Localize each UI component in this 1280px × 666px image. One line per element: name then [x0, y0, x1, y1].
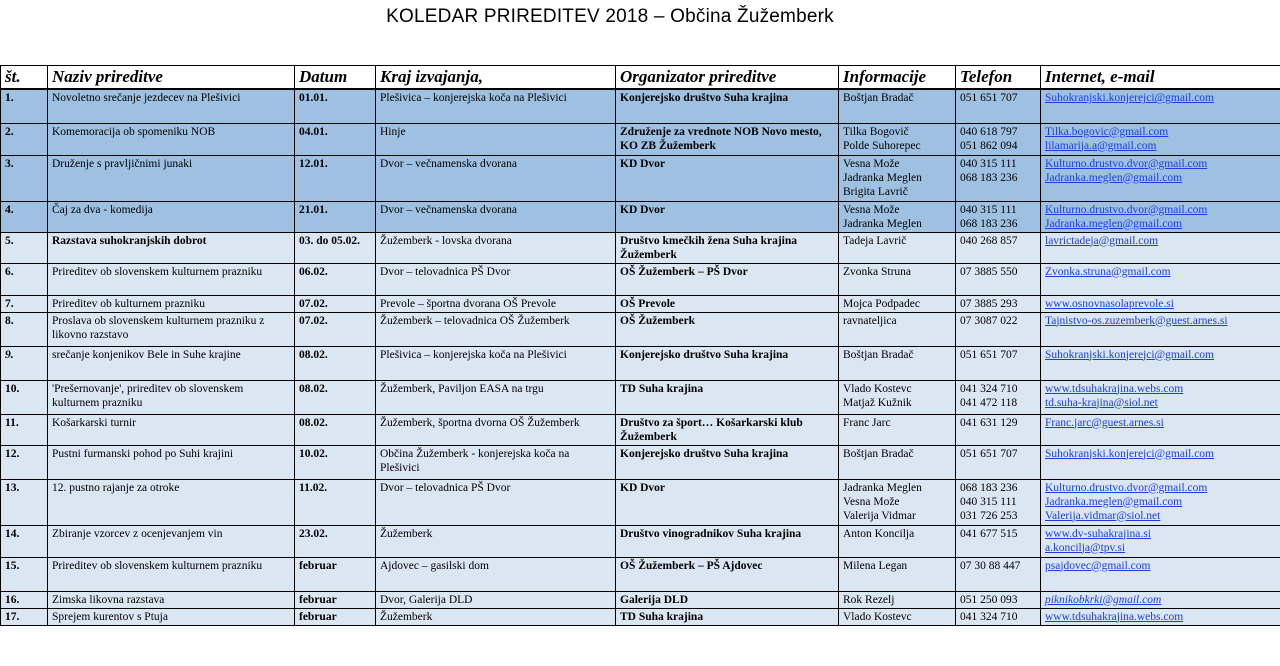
web-email-links — [1041, 479, 1280, 525]
phone-number: 041 324 710 — [960, 610, 1018, 623]
row-number: 13. — [1, 479, 48, 525]
phone-number: 051 862 094 — [960, 139, 1018, 152]
contact-person: Tadeja Lavrič — [843, 234, 907, 247]
contact-person: Valerija Vidmar — [843, 509, 916, 522]
email-link[interactable]: www.dv-suhakrajina.si — [1045, 527, 1151, 540]
contact-person: Vlado Kostevc — [843, 610, 912, 623]
contact-person: Vesna Može — [843, 495, 900, 508]
phone-number: 07 30 88 447 — [960, 559, 1021, 572]
web-email-links — [1041, 263, 1280, 295]
email-link[interactable]: Tilka.bogovic@gmail.com — [1045, 125, 1169, 138]
event-organizer: TD Suha krajina — [616, 608, 839, 625]
phone-number: 051 651 707 — [960, 447, 1018, 460]
event-name: Pustni furmanski pohod po Suhi krajini — [48, 445, 295, 479]
row-number: 7. — [1, 295, 48, 312]
event-organizer: KD Dvor — [616, 155, 839, 201]
row-number: 5. — [1, 232, 48, 263]
phone-numbers — [956, 557, 1041, 591]
email-link[interactable]: Jadranka.meglen@gmail.com — [1045, 217, 1183, 230]
web-email-links — [1041, 201, 1280, 232]
email-link[interactable]: Zvonka.struna@gmail.com — [1045, 265, 1171, 278]
web-email-links — [1041, 525, 1280, 557]
event-organizer: Konjerejsko društvo Suha krajina — [616, 89, 839, 123]
web-email-links — [1041, 232, 1280, 263]
event-name: Razstava suhokranjskih dobrot — [48, 232, 295, 263]
event-organizer: OŠ Žužemberk – PŠ Dvor — [616, 263, 839, 295]
header-information: Informacije — [839, 66, 956, 90]
row-number: 10. — [1, 380, 48, 414]
contact-persons — [839, 232, 956, 263]
contact-persons — [839, 201, 956, 232]
web-email-links — [1041, 608, 1280, 625]
event-location: Hinje — [376, 123, 616, 155]
header-phone: Telefon — [956, 66, 1041, 90]
table-row — [1, 380, 1280, 414]
table-row — [1, 201, 1280, 232]
event-date: 10.02. — [295, 445, 376, 479]
contact-person: Tilka Bogovič — [843, 125, 909, 138]
email-link[interactable]: Jadranka.meglen@gmail.com — [1045, 495, 1183, 508]
contact-persons — [839, 557, 956, 591]
contact-persons — [839, 380, 956, 414]
web-email-links — [1041, 557, 1280, 591]
phone-numbers — [956, 312, 1041, 346]
event-location: Prevole – športna dvorana OŠ Prevole — [376, 295, 616, 312]
web-email-links — [1041, 123, 1280, 155]
events-table — [0, 65, 1280, 626]
table-row — [1, 525, 1280, 557]
contact-person: Polde Suhorepec — [843, 139, 921, 152]
contact-person: Brigita Lavrič — [843, 185, 908, 198]
table-row — [1, 346, 1280, 380]
table-row — [1, 445, 1280, 479]
email-link[interactable]: www.tdsuhakrajina.webs.com — [1045, 382, 1184, 395]
email-link[interactable]: Suhokranjski.konjerejci@gmail.com — [1045, 447, 1215, 460]
table-row — [1, 123, 1280, 155]
event-date: 07.02. — [295, 312, 376, 346]
email-link[interactable]: lilamarija.a@gmail.com — [1045, 139, 1157, 152]
event-location: Občina Žužemberk - konjerejska koča na Plešivici — [376, 445, 616, 479]
web-email-links — [1041, 155, 1280, 201]
document-title: KOLEDAR PRIREDITEV 2018 – Občina Žužemberk — [386, 6, 834, 27]
web-email-links — [1041, 346, 1280, 380]
row-number: 15. — [1, 557, 48, 591]
contact-person: Franc Jarc — [843, 416, 891, 429]
event-location: Plešivica – konjerejska koča na Plešivici — [376, 89, 616, 123]
event-organizer: Društvo vinogradnikov Suha krajina — [616, 525, 839, 557]
event-organizer: KD Dvor — [616, 479, 839, 525]
contact-persons — [839, 89, 956, 123]
table-header-row — [1, 66, 1280, 90]
contact-person: Jadranka Meglen — [843, 217, 922, 230]
contact-person: Boštjan Bradač — [843, 447, 914, 460]
event-organizer: Društvo za šport… Košarkarski klub Žužemberk — [616, 414, 839, 445]
row-number: 3. — [1, 155, 48, 201]
phone-numbers — [956, 201, 1041, 232]
email-link[interactable]: www.tdsuhakrajina.webs.com — [1045, 610, 1184, 623]
phone-numbers — [956, 414, 1041, 445]
row-number: 1. — [1, 89, 48, 123]
email-link[interactable]: www.osnovnasolaprevole.si — [1045, 297, 1174, 310]
event-date: 04.01. — [295, 123, 376, 155]
header-date: Datum — [295, 66, 376, 90]
phone-number: 051 250 093 — [960, 593, 1018, 606]
event-name: srečanje konjenikov Bele in Suhe krajine — [48, 346, 295, 380]
event-date: 08.02. — [295, 380, 376, 414]
row-number: 2. — [1, 123, 48, 155]
event-date: 03. do 05.02. — [295, 232, 376, 263]
event-name: Zimska likovna razstava — [48, 591, 295, 608]
event-date: februar — [295, 591, 376, 608]
contact-person: Rok Rezelj — [843, 593, 895, 606]
event-date: 08.02. — [295, 346, 376, 380]
table-row — [1, 263, 1280, 295]
contact-persons — [839, 525, 956, 557]
event-name: Prireditev ob slovenskem kulturnem prazniku — [48, 557, 295, 591]
event-date: 12.01. — [295, 155, 376, 201]
table-row — [1, 232, 1280, 263]
contact-persons — [839, 295, 956, 312]
web-email-links — [1041, 89, 1280, 123]
table-row — [1, 155, 1280, 201]
contact-person: Milena Legan — [843, 559, 908, 572]
event-date: 08.02. — [295, 414, 376, 445]
phone-numbers — [956, 591, 1041, 608]
event-location: Dvor – večnamenska dvorana — [376, 155, 616, 201]
event-name: Prireditev ob kulturnem prazniku — [48, 295, 295, 312]
phone-numbers — [956, 155, 1041, 201]
contact-person: Vlado Kostevc — [843, 382, 912, 395]
contact-person: Jadranka Meglen — [843, 481, 922, 494]
phone-number: 040 268 857 — [960, 234, 1018, 247]
contact-person: Zvonka Struna — [843, 265, 912, 278]
row-number: 4. — [1, 201, 48, 232]
event-location: Dvor, Galerija DLD — [376, 591, 616, 608]
phone-numbers — [956, 608, 1041, 625]
event-name: 'Prešernovanje', prireditev ob slovenskem kulturnem prazniku — [48, 380, 295, 414]
email-link[interactable]: Kulturno.drustvo.dvor@gmail.com — [1045, 481, 1208, 494]
contact-person: Vesna Može — [843, 203, 900, 216]
event-date: 01.01. — [295, 89, 376, 123]
web-email-links — [1041, 445, 1280, 479]
table-row — [1, 295, 1280, 312]
event-name: Zbiranje vzorcev z ocenjevanjem vin — [48, 525, 295, 557]
row-number: 14. — [1, 525, 48, 557]
row-number: 9. — [1, 346, 48, 380]
email-link[interactable]: Jadranka.meglen@gmail.com — [1045, 171, 1183, 184]
web-email-links — [1041, 414, 1280, 445]
contact-persons — [839, 414, 956, 445]
contact-person: Boštjan Bradač — [843, 348, 914, 361]
contact-persons — [839, 445, 956, 479]
contact-persons — [839, 346, 956, 380]
phone-number: 041 324 710 — [960, 382, 1018, 395]
phone-numbers — [956, 525, 1041, 557]
contact-person: Matjaž Kužnik — [843, 396, 912, 409]
event-name: Košarkarski turnir — [48, 414, 295, 445]
phone-number: 040 618 797 — [960, 125, 1018, 138]
event-location: Dvor – večnamenska dvorana — [376, 201, 616, 232]
phone-numbers — [956, 295, 1041, 312]
web-email-links — [1041, 380, 1280, 414]
web-email-links — [1041, 295, 1280, 312]
email-link[interactable]: a.koncilja@tpv.si — [1045, 541, 1126, 554]
phone-number: 068 183 236 — [960, 217, 1018, 230]
email-link[interactable]: Tajnistvo-os.zuzemberk@guest.arnes.si — [1045, 314, 1228, 327]
contact-persons — [839, 479, 956, 525]
phone-number: 07 3885 293 — [960, 297, 1018, 310]
event-name: Čaj za dva - komedija — [48, 201, 295, 232]
event-name: Komemoracija ob spomeniku NOB — [48, 123, 295, 155]
phone-numbers — [956, 263, 1041, 295]
event-location: Dvor – telovadnica PŠ Dvor — [376, 479, 616, 525]
contact-person: ravnateljica — [843, 314, 897, 327]
header-event-name: Naziv prireditve — [48, 66, 295, 90]
event-date: februar — [295, 557, 376, 591]
contact-person: Jadranka Meglen — [843, 171, 922, 184]
phone-number: 040 315 111 — [960, 203, 1017, 216]
event-date: 07.02. — [295, 295, 376, 312]
event-date: 11.02. — [295, 479, 376, 525]
row-number: 6. — [1, 263, 48, 295]
event-organizer: Galerija DLD — [616, 591, 839, 608]
contact-person: Boštjan Bradač — [843, 92, 914, 104]
event-date: februar — [295, 608, 376, 625]
contact-persons — [839, 155, 956, 201]
table-row — [1, 608, 1280, 625]
contact-persons — [839, 123, 956, 155]
contact-persons — [839, 608, 956, 625]
event-organizer: OŠ Žužemberk – PŠ Ajdovec — [616, 557, 839, 591]
event-organizer: Združenje za vrednote NOB Novo mesto, KO ZB Žužemberk — [616, 123, 839, 155]
row-number: 17. — [1, 608, 48, 625]
email-link[interactable]: Valerija.vidmar@siol.net — [1045, 509, 1161, 522]
phone-number: 07 3885 550 — [960, 265, 1018, 278]
event-name: Prireditev ob slovenskem kulturnem prazniku — [48, 263, 295, 295]
phone-number: 031 726 253 — [960, 509, 1018, 522]
phone-number: 051 651 707 — [960, 92, 1018, 104]
event-location: Žužemberk - lovska dvorana — [376, 232, 616, 263]
phone-number: 051 651 707 — [960, 348, 1018, 361]
contact-person: Vesna Može — [843, 157, 900, 170]
contact-persons — [839, 263, 956, 295]
header-web-email: Internet, e-mail — [1041, 66, 1280, 90]
row-number: 8. — [1, 312, 48, 346]
event-location: Žužemberk, športna dvorna OŠ Žužemberk — [376, 414, 616, 445]
web-email-links — [1041, 312, 1280, 346]
contact-person: Anton Koncilja — [843, 527, 915, 540]
phone-numbers — [956, 89, 1041, 123]
contact-persons — [839, 591, 956, 608]
web-email-links — [1041, 591, 1280, 608]
phone-numbers — [956, 445, 1041, 479]
event-name: 12. pustno rajanje za otroke — [48, 479, 295, 525]
header-number: št. — [1, 66, 48, 90]
email-link[interactable]: td.suha-krajina@siol.net — [1045, 396, 1158, 409]
email-link[interactable]: Kulturno.drustvo.dvor@gmail.com — [1045, 157, 1208, 170]
table-row — [1, 414, 1280, 445]
table-row — [1, 557, 1280, 591]
event-date: 21.01. — [295, 201, 376, 232]
phone-numbers — [956, 479, 1041, 525]
event-location: Ajdovec – gasilski dom — [376, 557, 616, 591]
email-link[interactable]: lavrictadeja@gmail.com — [1045, 234, 1159, 247]
event-organizer: TD Suha krajina — [616, 380, 839, 414]
row-number: 11. — [1, 414, 48, 445]
event-location: Žužemberk – telovadnica OŠ Žužemberk — [376, 312, 616, 346]
event-organizer: OŠ Prevole — [616, 295, 839, 312]
header-organizer: Organizator prireditve — [616, 66, 839, 90]
event-location: Žužemberk — [376, 608, 616, 625]
phone-numbers — [956, 232, 1041, 263]
table-row — [1, 591, 1280, 608]
email-link[interactable]: psajdovec@gmail.com — [1045, 559, 1151, 572]
email-link[interactable]: Kulturno.drustvo.dvor@gmail.com — [1045, 203, 1208, 216]
phone-number: 068 183 236 — [960, 481, 1018, 494]
event-name: Novoletno srečanje jezdecev na Plešivici — [48, 89, 295, 123]
table-row — [1, 312, 1280, 346]
event-name: Sprejem kurentov s Ptuja — [48, 608, 295, 625]
row-number: 12. — [1, 445, 48, 479]
event-location: Žužemberk — [376, 525, 616, 557]
event-organizer: Konjerejsko društvo Suha krajina — [616, 445, 839, 479]
contact-persons — [839, 312, 956, 346]
event-date: 06.02. — [295, 263, 376, 295]
header-location: Kraj izvajanja, — [376, 66, 616, 90]
event-name: Druženje s pravljičnimi junaki — [48, 155, 295, 201]
email-link[interactable]: Suhokranjski.konjerejci@gmail.com — [1045, 92, 1215, 104]
event-organizer: KD Dvor — [616, 201, 839, 232]
event-location: Žužemberk, Paviljon EASA na trgu — [376, 380, 616, 414]
email-link[interactable]: piknikobkrki@gmail.com — [1045, 593, 1162, 606]
phone-number: 068 183 236 — [960, 171, 1018, 184]
phone-numbers — [956, 346, 1041, 380]
event-location: Dvor – telovadnica PŠ Dvor — [376, 263, 616, 295]
table-row — [1, 89, 1280, 123]
contact-person: Mojca Podpadec — [843, 297, 920, 310]
event-organizer: OŠ Žužemberk — [616, 312, 839, 346]
phone-numbers — [956, 123, 1041, 155]
phone-number: 040 315 111 — [960, 495, 1017, 508]
phone-number: 07 3087 022 — [960, 314, 1018, 327]
phone-number: 041 631 129 — [960, 416, 1018, 429]
row-number: 16. — [1, 591, 48, 608]
event-location: Plešivica – konjerejska koča na Plešivici — [376, 346, 616, 380]
phone-numbers — [956, 380, 1041, 414]
phone-number: 041 472 118 — [960, 396, 1018, 409]
email-link[interactable]: Franc.jarc@guest.arnes.si — [1045, 416, 1164, 429]
event-date: 23.02. — [295, 525, 376, 557]
phone-number: 041 677 515 — [960, 527, 1018, 540]
event-name: Proslava ob slovenskem kulturnem prazniku z likovno razstavo — [48, 312, 295, 346]
table-row — [1, 479, 1280, 525]
email-link[interactable]: Suhokranjski.konjerejci@gmail.com — [1045, 348, 1215, 361]
event-organizer: Konjerejsko društvo Suha krajina — [616, 346, 839, 380]
phone-number: 040 315 111 — [960, 157, 1017, 170]
event-organizer: Društvo kmečkih žena Suha krajina Žužemberk — [616, 232, 839, 263]
